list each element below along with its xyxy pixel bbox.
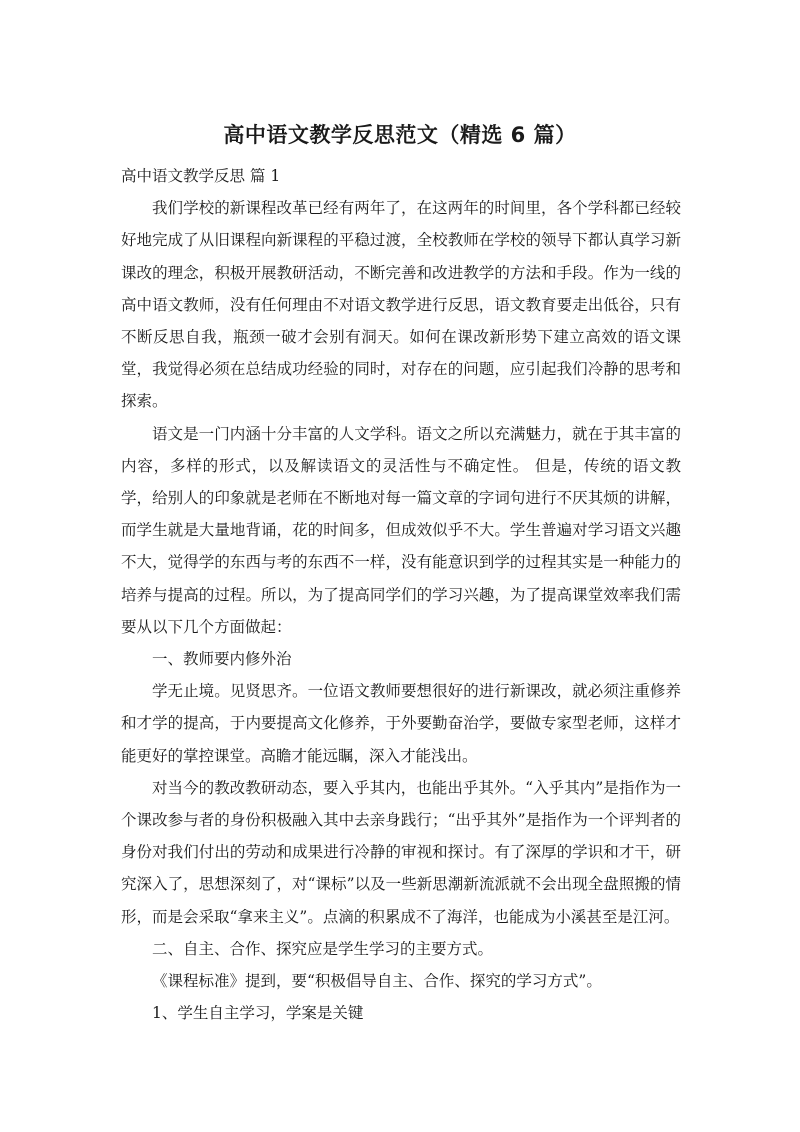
section-heading: 高中语文教学反思 篇 1 — [121, 167, 281, 185]
document-body — [121, 160, 681, 1029]
paragraph: 学无止境。见贤思齐。一位语文教师要想很好的进行新课改，就必须注重修养和才学的提高，于内要提高文化修养，于外要勤奋治学，要做专家型老师，这样才能更好的掌控课堂。高瞻才能远瞩，深入才能浅出。 — [121, 682, 681, 765]
paragraph: 《课程标准》提到，要“积极倡导自主、合作、探究的学习方式”。 — [152, 972, 602, 991]
paragraph: 对当今的教改教研动态，要入乎其内，也能出乎其外。“入乎其内”是指作为一个课改参与者的身份积极融入其中去亲身践行；“出乎其外”是指作为一个评判者的身份对我们付出的劳动和成果进行冷静的审视和探讨。有了深厚的学识和才干，研究深入了，思想深刻了，对“课标”以及一些新思潮新流派就不会出现全盘照搬的情形，而是会采取“拿来主义”。点滴的积累成不了海洋，也能成为小溪甚至是江河。 — [121, 778, 681, 926]
subheading: 一、教师要内修外治 — [152, 650, 292, 669]
paragraph: 我们学校的新课程改革已经有两年了，在这两年的时间里，各个学科都已经较好地完成了从旧课程向新课程的平稳过渡，全校教师在学校的领导下都认真学习新课改的理念，积极开展教研活动，不断完善和改进教学的方法和手段。作为一线的高中语文教师，没有任何理由不对语文教学进行反思，语文教育要走出低谷，只有不断反思自我，瓶颈一破才会别有洞天。如何在课改新形势下建立高效的语文课堂，我觉得必须在总结成功经验的同时，对存在的问题，应引起我们冷静的思考和探索。 — [121, 199, 681, 411]
subheading: 1、学生自主学习，学案是关键 — [152, 1004, 364, 1023]
paragraph: 语文是一门内涵十分丰富的人文学科。语文之所以充满魅力，就在于其丰富的内容，多样的形式，以及解读语文的灵活性与不确定性。 但是，传统的语文教学，给别人的印象就是老师在不断地对每一篇文章的字词句进行不厌其烦的讲解，而学生就是大量地背诵，花的时间多，但成效似乎不大。学生普遍对学习语文兴趣不大，觉得学的东西与考的东西不一样，没有能意识到学的过程其实是一种能力的培养与提高的过程。所以，为了提高同学们的学习兴趣，为了提高课堂效率我们需要从以下几个方面做起： — [121, 424, 681, 636]
subheading: 二、自主、合作、探究应是学生学习的主要方式。 — [152, 939, 494, 958]
document-title: 高中语文教学反思范文（精选 6 篇） — [223, 123, 577, 147]
